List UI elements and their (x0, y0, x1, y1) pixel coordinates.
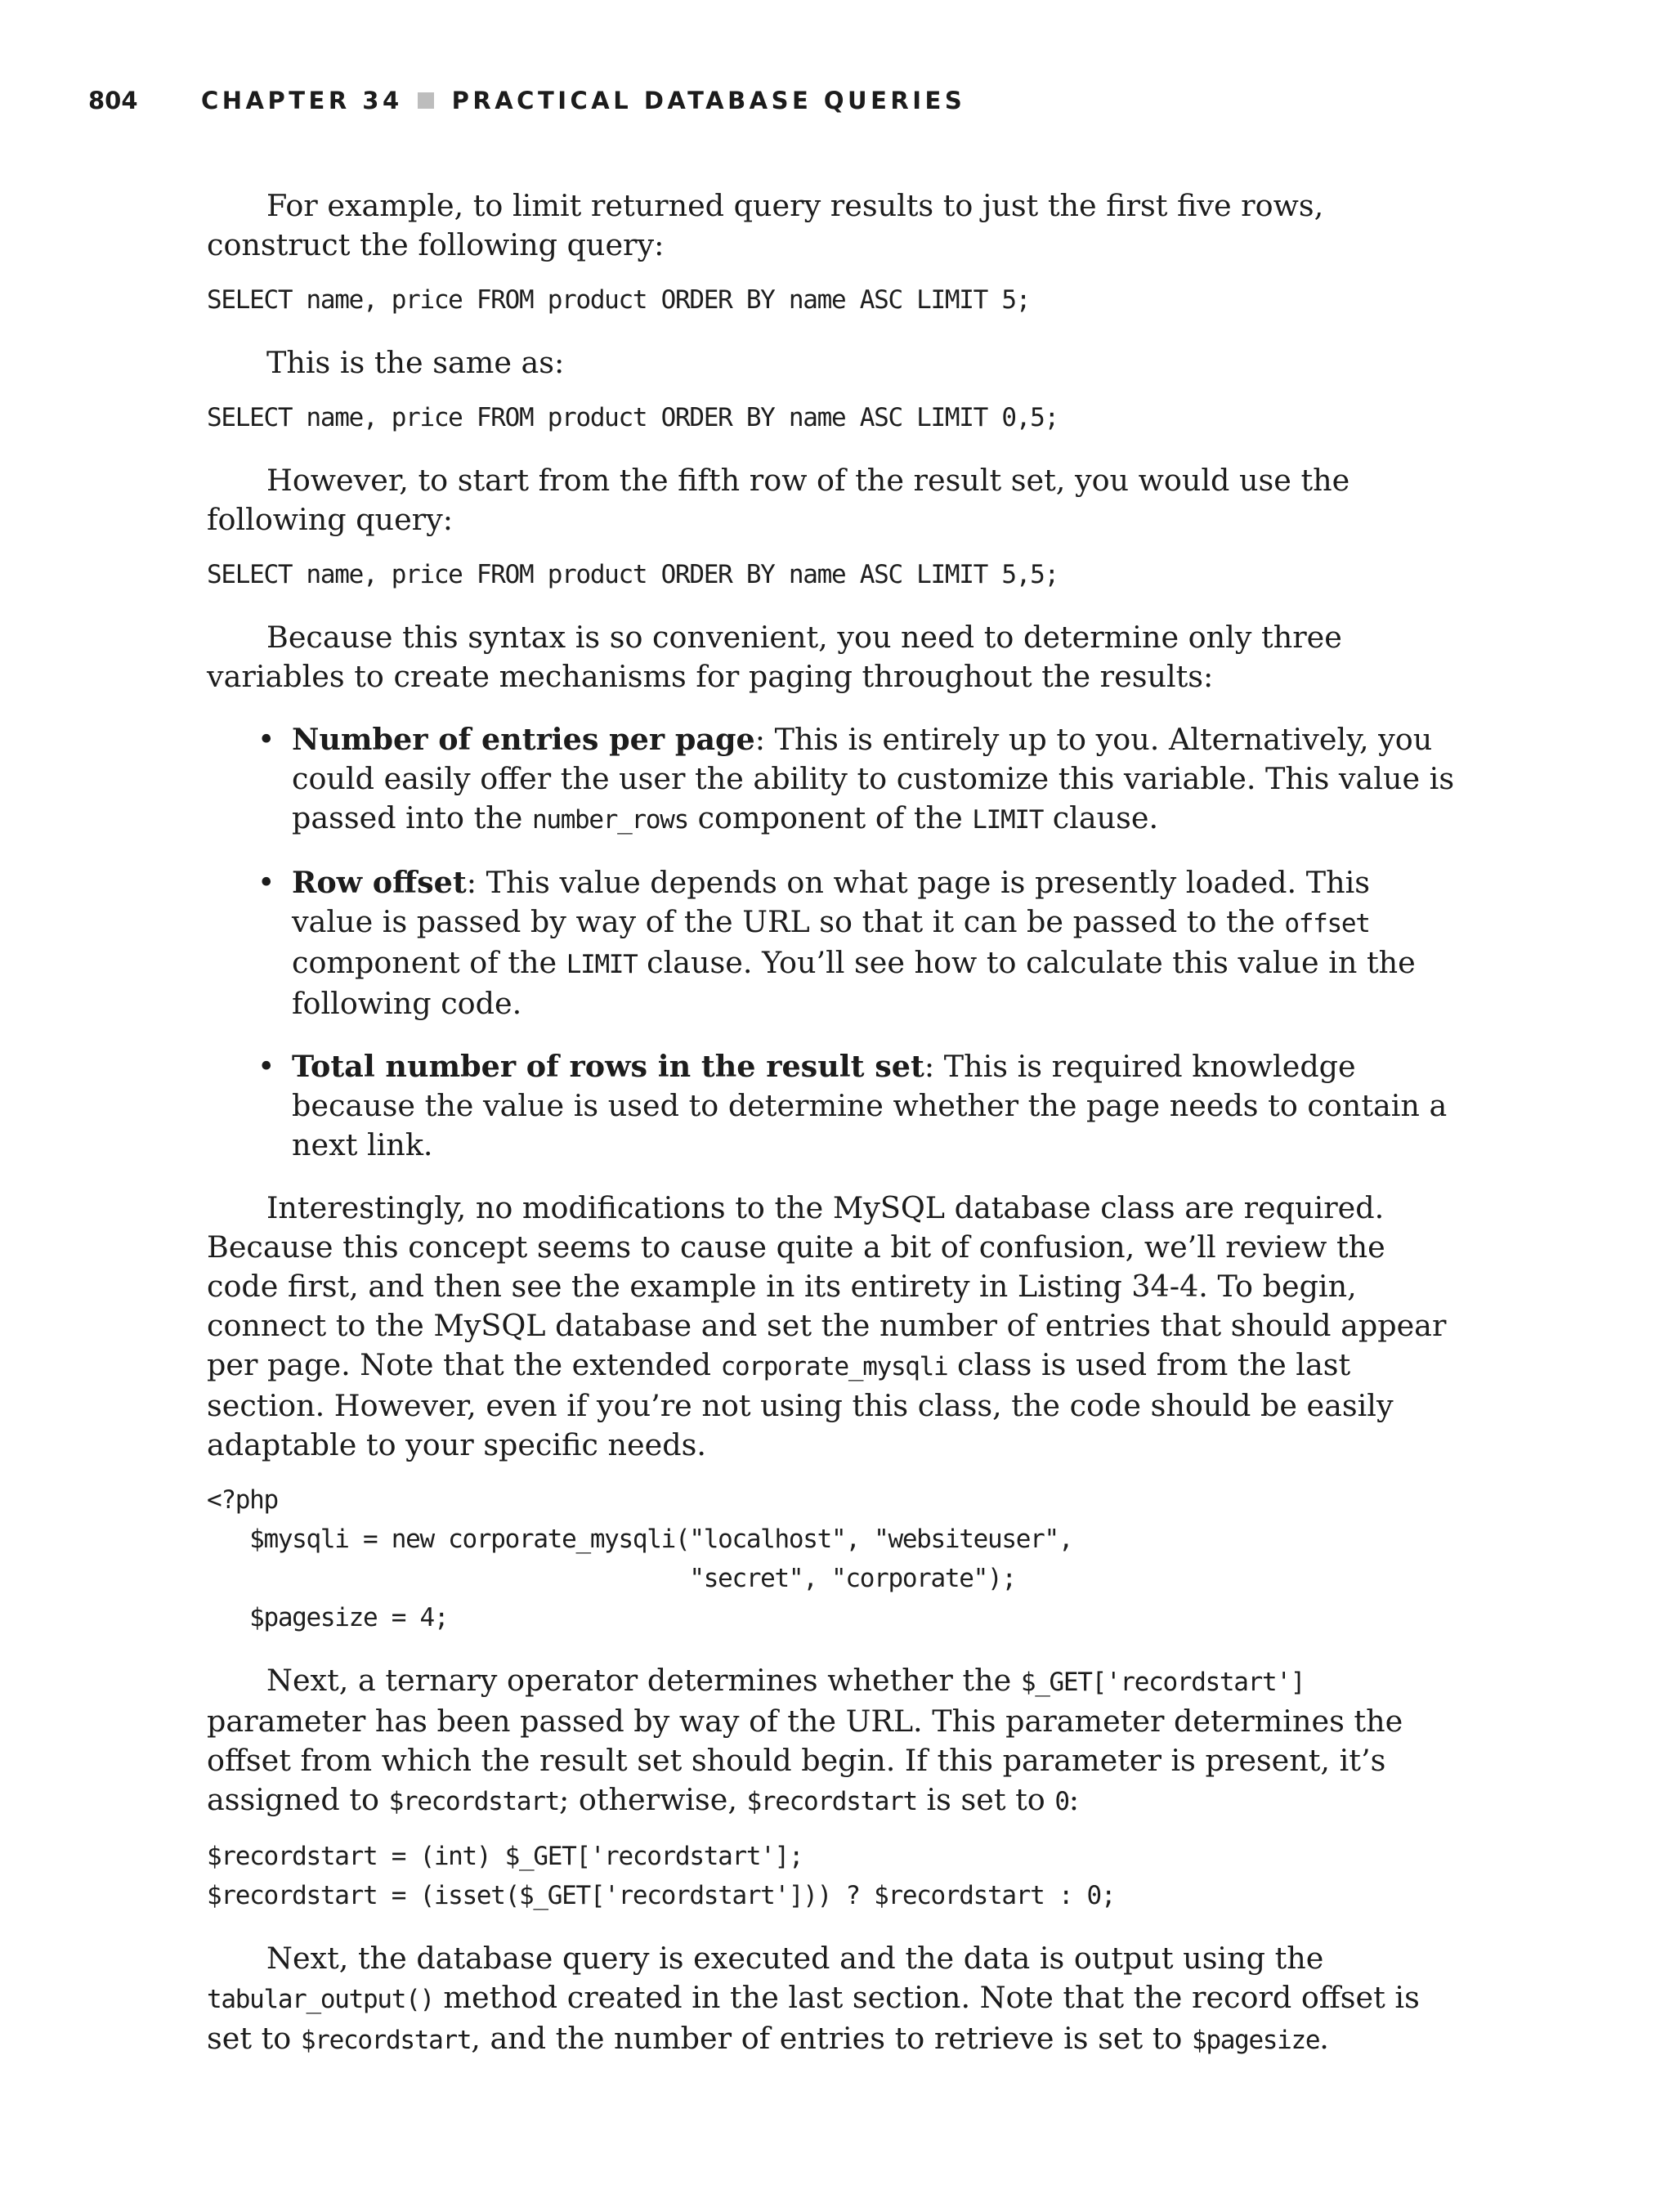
bullet-term: Number of entries per page (292, 722, 755, 757)
code-limit-5-5: SELECT name, price FROM product ORDER BY name ASC LIMIT 5,5; (207, 560, 1059, 589)
paragraph-same-as: This is the same as: (266, 345, 565, 380)
bullet-term: Row offset (292, 865, 467, 900)
code-limit-5: SELECT name, price FROM product ORDER BY name ASC LIMIT 5; (207, 285, 1031, 315)
inline-code: LIMIT (972, 805, 1044, 835)
inline-code: tabular_output() (207, 1985, 434, 2014)
paragraph-text: Next, a ternary operator determines whether the (266, 1663, 1021, 1698)
inline-code: corporate_mysqli (720, 1352, 948, 1381)
code-limit-0-5: SELECT name, price FROM product ORDER BY name ASC LIMIT 0,5; (207, 403, 1059, 432)
paragraph-query-executed (207, 1939, 1459, 2060)
bullet-term: Total number of rows in the result set (292, 1049, 924, 1084)
inline-code: $recordstart (300, 2026, 472, 2055)
paragraph-limit-intro: For example, to limit returned query results to just the first five rows, construct the following query: (207, 188, 1324, 262)
bullet-text: : This value depends on what page is presently loaded. This value is passed by way of the URL so that it can be passed to the (292, 865, 1370, 939)
inline-code: number_rows (531, 805, 688, 835)
bullet-text: clause. (1043, 800, 1159, 835)
bullet-dot: • (257, 722, 275, 757)
bullet-dot: • (257, 1049, 275, 1084)
inline-code: 0 (1054, 1787, 1069, 1816)
paragraph-text: Next, the database query is executed and the data is output using the (266, 1941, 1324, 1976)
paragraph-interestingly (207, 1189, 1459, 1465)
page-body (207, 186, 1459, 2060)
code-recordstart: $recordstart = (int) $_GET['recordstart']; $recordstart = (isset($_GET['recordstart'])) ? $recordstart : 0; (207, 1842, 1116, 1910)
bullet-text: clause. You’ll see how to calculate this value in the following code. (292, 945, 1416, 1021)
paragraph-fifth-row: However, to start from the fifth row of the result set, you would use the following query: (207, 463, 1350, 537)
paragraph-three-variables: Because this syntax is so convenient, you need to determine only three variables to create mechanisms for paging throughout the results: (207, 620, 1342, 694)
paragraph-text: ; otherwise, (558, 1782, 747, 1817)
page-number: 804 (88, 87, 138, 114)
inline-code: $recordstart (388, 1787, 559, 1816)
paragraph-text: class is used from the last section. However, even if you’re not using this class, the code should be easily adaptable to your specific needs. (207, 1347, 1394, 1462)
paragraph-text: . (1319, 2021, 1329, 2056)
paragraph-text: parameter has been passed by way of the URL. This parameter determines the offset from which the result set should begin. If this parameter is present, it’s assigned to (207, 1704, 1403, 1817)
bullet-entries-per-page (207, 720, 1459, 840)
bullet-text: component of the (292, 945, 566, 980)
paragraph-text: Interestingly, no modifications to the MySQL database class are required. Because this concept seems to cause quite a bit of confusion, we’ll review the code first, and then see the example in its entirety in Listing 34-4. To begin, connect to the MySQL database and set the number of entries that should appear per page. Note that the extended (207, 1190, 1447, 1382)
paragraph-text: , and the number of entries to retrieve is set to (471, 2021, 1192, 2056)
paragraph-text: : (1068, 1782, 1080, 1817)
bullet-row-offset (207, 863, 1459, 1023)
bullet-list (207, 720, 1459, 1165)
bullet-total-rows (207, 1047, 1459, 1165)
running-header (88, 80, 1641, 121)
bullet-text: : This is required knowledge because the value is used to determine whether the page needs to contain a next link. (292, 1049, 1448, 1162)
inline-code: offset (1284, 909, 1370, 938)
header-separator-square (418, 92, 434, 109)
paragraph-ternary (207, 1661, 1459, 1821)
bullet-dot: • (257, 865, 275, 900)
code-php-connect: <?php $mysqli = new corporate_mysqli("localhost", "websiteuser", "secret", "corporate"); $pagesize = 4; (207, 1485, 1073, 1632)
inline-code: $recordstart (746, 1787, 917, 1816)
paragraph-text: method created in the last section. Note that the record offset is set to (207, 1980, 1420, 2056)
paragraph-text: is set to (916, 1782, 1055, 1817)
chapter-title: PRACTICAL DATABASE QUERIES (451, 87, 966, 114)
bullet-text: : This is entirely up to you. Alternatively, you could easily offer the user the ability to customize this variable. This value is passed into the (292, 722, 1455, 835)
chapter-label: CHAPTER 34 (201, 87, 403, 114)
bullet-text: component of the (687, 800, 973, 835)
inline-code: $_GET['recordstart'] (1020, 1668, 1305, 1697)
inline-code: LIMIT (566, 950, 638, 979)
inline-code: $pagesize (1191, 2026, 1320, 2055)
